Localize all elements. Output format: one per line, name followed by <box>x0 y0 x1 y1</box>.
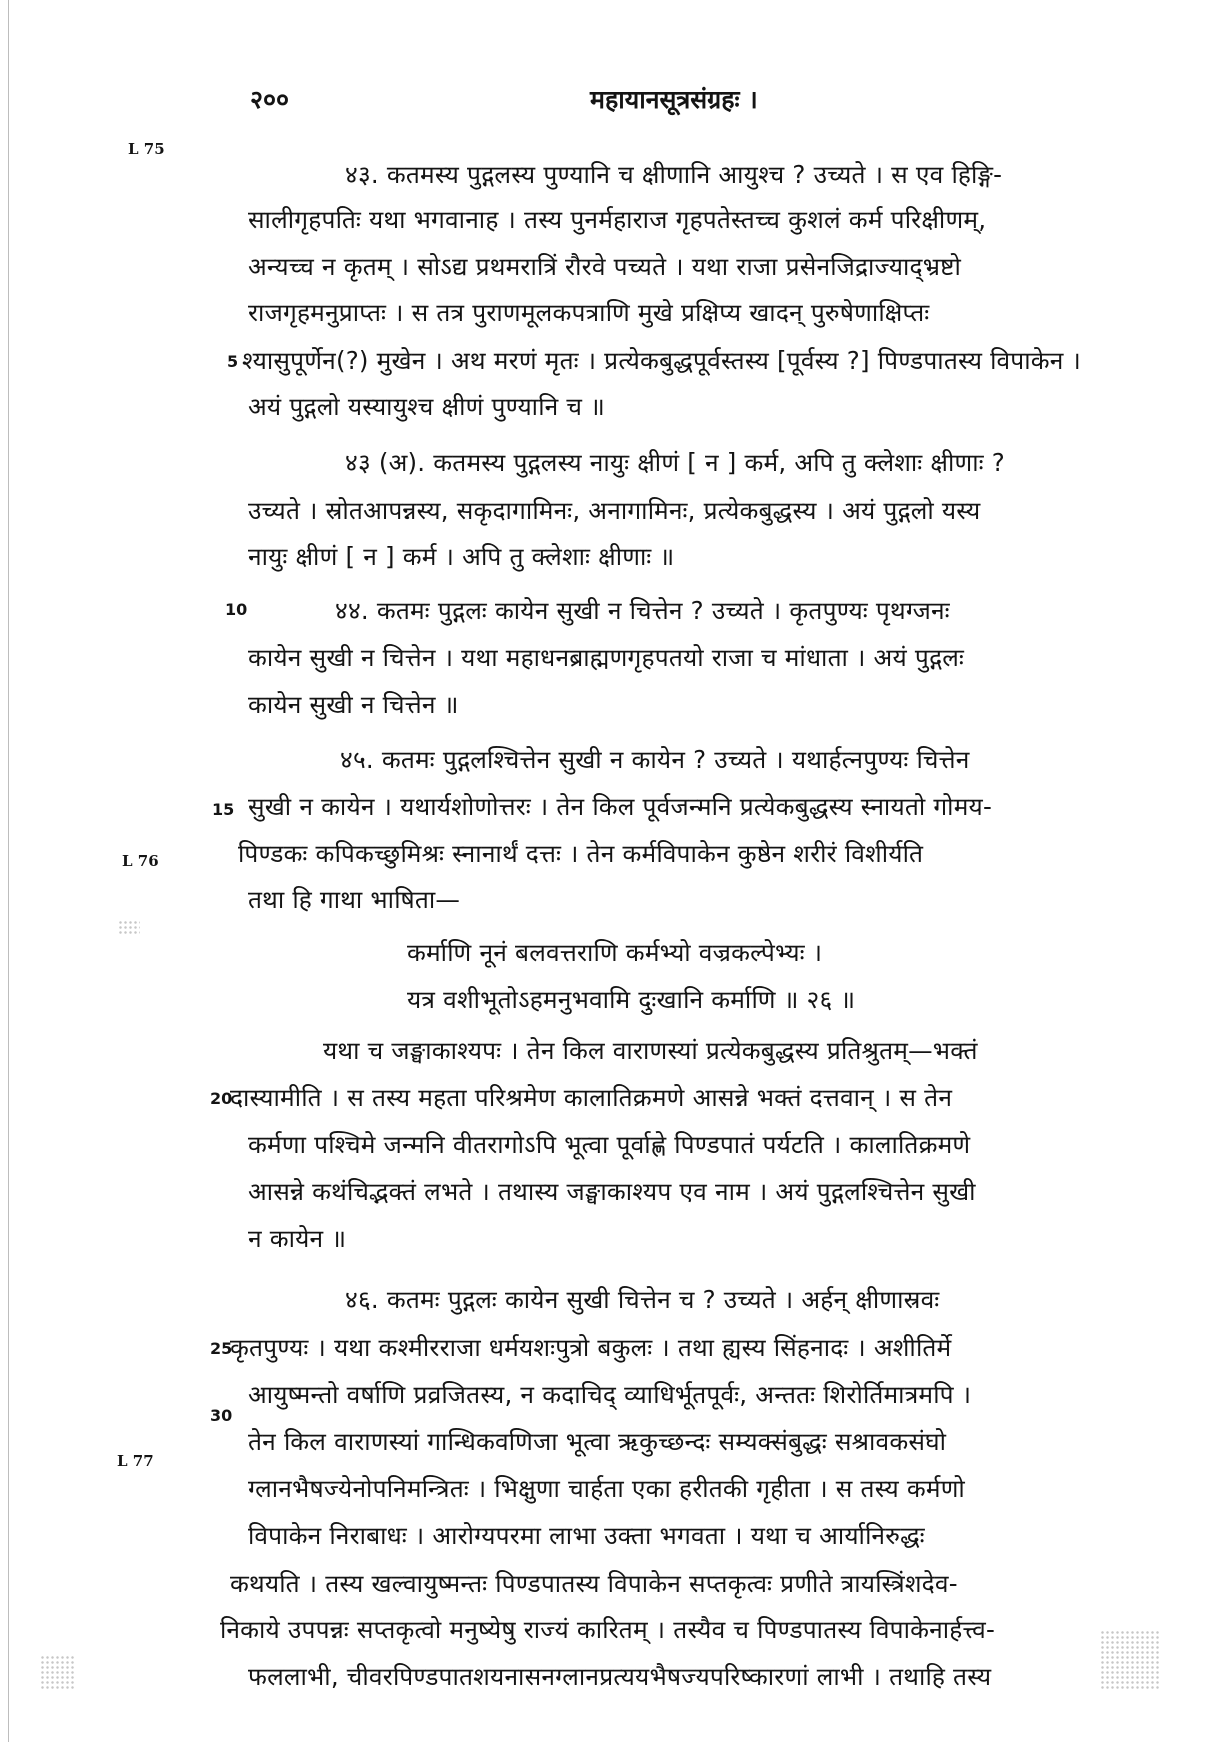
text-line: न कायेन ॥ <box>248 1224 347 1253</box>
text-line: ४४. कतमः पुद्गलः कायेन सुखी न चित्तेन ? उच्यते । कृतपुण्यः पृथग्जनः <box>335 596 950 625</box>
text-line: यथा च जङ्घाकाश्यपः । तेन किल वाराणस्यां प्रत्येकबुद्धस्य प्रतिश्रुतम्—भक्तं <box>323 1036 978 1065</box>
text-line: ग्लानभैषज्येनोपनिमन्त्रितः । भिक्षुणा चार्हता एका हरीतकी गृहीता । स तस्य कर्मणो <box>248 1474 965 1503</box>
text-line: कथयति । तस्य खल्वायुष्मन्तः पिण्डपातस्य विपाकेन सप्तकृत्वः प्रणीते त्रायस्त्रिंशदेव- <box>230 1569 958 1598</box>
text-line: कायेन सुखी न चित्तेन । यथा महाधनब्राह्मणगृहपतयो राजा च मांधाता । अयं पुद्गलः <box>248 643 964 672</box>
margin-label: L 77 <box>117 1452 154 1470</box>
scan-speckle <box>40 1655 74 1689</box>
text-line: ४३ (अ). कतमस्य पुद्गलस्य नायुः क्षीणं [ न ] कर्म, अपि तु क्लेशाः क्षीणाः ? <box>345 448 1005 477</box>
text-line: पिण्डकः कपिकच्छुमिश्रः स्नानार्थं दत्तः । तेन कर्मविपाकेन कुष्ठेन शरीरं विशीर्यति <box>238 839 924 868</box>
text-line: तेन किल वाराणस्यां गान्धिकवणिजा भूत्वा ऋकुच्छन्दः सम्यक्संबुद्धः सश्रावकसंघो <box>248 1427 947 1456</box>
line-number: 5 <box>227 352 239 371</box>
scan-speckle <box>1100 1630 1160 1690</box>
line-number: 30 <box>210 1406 233 1425</box>
text-line: आसन्ने कथंचिद्भक्तं लभते । तथास्य जङ्घाकाश्यप एव नाम । अयं पुद्गलश्चित्तेन सुखी <box>248 1177 976 1206</box>
text-line: ४३. कतमस्य पुद्गलस्य पुण्यानि च क्षीणानि आयुश्च ? उच्यते । स एव हिङ्गि- <box>345 160 1003 189</box>
text-line: राजगृहमनुप्राप्तः । स तत्र पुराणमूलकपत्राणि मुखे प्रक्षिप्य खादन् पुरुषेणाक्षिप्तः <box>248 298 930 327</box>
text-line: अयं पुद्गलो यस्यायुश्च क्षीणं पुण्यानि च ॥ <box>248 392 605 421</box>
line-number: 20 <box>210 1089 233 1108</box>
verse-line: यत्र वशीभूतोऽहमनुभवामि दुःखानि कर्माणि ॥ २६ ॥ <box>407 985 856 1014</box>
text-line: आयुष्मन्तो वर्षाणि प्रव्रजितस्य, न कदाचिद् व्याधिर्भूतपूर्वः, अन्ततः शिरोर्तिमात्रमपि । <box>248 1380 972 1409</box>
text-line: कृतपुण्यः । यथा कश्मीरराजा धर्मयशःपुत्रो बकुलः । तथा ह्यस्य सिंहनादः । अशीतिर्मे <box>230 1333 952 1362</box>
line-number: 10 <box>225 600 248 619</box>
margin-label: L 76 <box>122 852 159 870</box>
text-line: कायेन सुखी न चित्तेन ॥ <box>248 690 459 719</box>
running-title: महायानसूत्रसंग्रहः । <box>590 85 758 114</box>
text-line: विपाकेन निराबाधः । आरोग्यपरमा लाभा उक्ता भगवता । यथा च आर्यानिरुद्धः <box>248 1521 925 1550</box>
text-line: निकाये उपपन्नः सप्तकृत्वो मनुष्येषु राज्यं कारितम् । तस्यैव च पिण्डपातस्य विपाकेनार्हत्त्व- <box>220 1615 996 1644</box>
text-line: दास्यामीति । स तस्य महता परिश्रमेण कालातिक्रमणे आसन्ने भक्तं दत्तवान् । स तेन <box>230 1083 953 1112</box>
text-line: कर्मणा पश्चिमे जन्मनि वीतरागोऽपि भूत्वा पूर्वाह्णे पिण्डपातं पर्यटति । कालातिक्रमणे <box>248 1130 971 1159</box>
scan-speckle <box>118 920 140 936</box>
text-line: ४५. कतमः पुद्गलश्चित्तेन सुखी न कायेन ? उच्यते । यथार्हत्नपुण्यः चित्तेन <box>340 745 970 774</box>
verse-line: कर्माणि नूनं बलवत्तराणि कर्मभ्यो वज्रकल्पेभ्यः । <box>407 938 823 967</box>
text-line: फललाभी, चीवरपिण्डपातशयनासनग्लानप्रत्ययभैषज्यपरिष्कारणां लाभी । तथाहि तस्य <box>248 1662 992 1691</box>
text-line: श्यासुपूर्णेन(?) मुखेन । अथ मरणं मृतः । प्रत्येकबुद्धपूर्वस्तस्य [पूर्वस्य ?] पिण्डपातस्य विपाकेन । <box>242 346 1082 375</box>
line-number: 25 <box>210 1339 233 1358</box>
text-line: सुखी न कायेन । यथार्यशोणोत्तरः । तेन किल पूर्वजन्मनि प्रत्येकबुद्धस्य स्नायतो गोमय- <box>248 792 993 821</box>
text-line: तथा हि गाथा भाषिता— <box>248 885 461 914</box>
text-line: अन्यच्च न कृतम् । सोऽद्य प्रथमरात्रिं रौरवे पच्यते । यथा राजा प्रसेनजिद्राज्याद्भ्रष्टो <box>248 252 962 281</box>
text-line: ४६. कतमः पुद्गलः कायेन सुखी चित्तेन च ? उच्यते । अर्हन् क्षीणास्रवः <box>345 1285 940 1314</box>
page-number: २०० <box>250 85 290 114</box>
text-line: उच्यते । स्रोतआपन्नस्य, सकृदागामिनः, अनागामिनः, प्रत्येकबुद्धस्य । अयं पुद्गलो यस्य <box>248 496 981 525</box>
line-number: 15 <box>212 800 235 819</box>
margin-label: L 75 <box>128 140 165 158</box>
text-line: नायुः क्षीणं [ न ] कर्म । अपि तु क्लेशाः क्षीणाः ॥ <box>248 542 675 571</box>
text-line: सालीगृहपतिः यथा भगवानाह । तस्य पुनर्महाराज गृहपतेस्तच्च कुशलं कर्म परिक्षीणम्, <box>248 205 987 234</box>
page-edge-line <box>8 0 9 1742</box>
